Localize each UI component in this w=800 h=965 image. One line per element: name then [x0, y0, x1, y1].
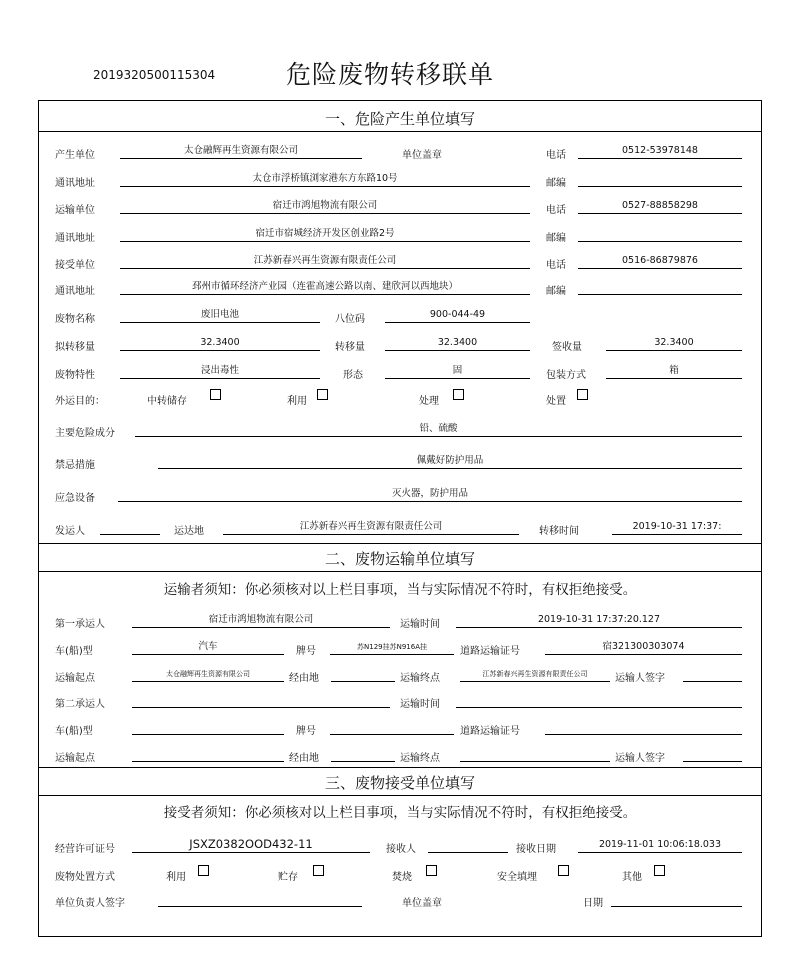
emergency-field[interactable]: 灭火器，防护用品 — [118, 487, 742, 502]
receiver-phone-field[interactable]: 0516-86879876 — [578, 254, 742, 269]
transport-time-label: 运输时间 — [400, 619, 440, 630]
method-burn-checkbox[interactable] — [426, 865, 437, 876]
permit-label: 道路运输证号 — [460, 646, 520, 657]
transfer-qty-field[interactable]: 32.3400 — [385, 336, 530, 351]
plan-qty-field[interactable]: 32.3400 — [120, 336, 320, 351]
receiver-person-label: 接收人 — [386, 844, 416, 855]
phone-label: 电话 — [546, 260, 566, 271]
receiver-unit-field[interactable]: 江苏新春兴再生资源有限责任公司 — [120, 254, 530, 269]
vehicle-label: 车(船)型 — [55, 726, 93, 737]
transport-notice: 运输者须知：你必须核对以上栏目事项，当与实际情况不符时，有权拒绝接受。 — [163, 582, 637, 598]
permit-label: 道路运输证号 — [460, 726, 520, 737]
postcode-label: 邮编 — [546, 286, 566, 297]
received-qty-field[interactable]: 32.3400 — [606, 336, 742, 351]
producer-postcode-field[interactable] — [578, 172, 742, 187]
pack-field[interactable]: 箱 — [606, 364, 742, 379]
carrier1-field[interactable]: 宿迁市鸿旭物流有限公司 — [132, 613, 390, 628]
divider — [38, 795, 762, 796]
received-qty-label: 签收量 — [552, 342, 582, 353]
code-field[interactable]: 900-044-49 — [385, 308, 530, 323]
transport-unit-field[interactable]: 宿迁市鸿旭物流有限公司 — [120, 199, 530, 214]
divider — [38, 571, 762, 572]
emergency-label: 应急设备 — [55, 493, 95, 504]
seal-label: 单位盖章 — [402, 150, 442, 161]
method-option-label: 利用 — [166, 872, 186, 883]
vehicle2-field[interactable] — [132, 720, 284, 735]
plate-label: 牌号 — [296, 726, 316, 737]
section3-heading: 三、废物接受单位填写 — [324, 774, 475, 792]
method-option-label: 其他 — [622, 872, 642, 883]
receiver-address-field[interactable]: 邳州市循环经济产业园（连霍高速公路以南、建欣河以西地块） — [120, 280, 530, 295]
plate2-field[interactable] — [330, 720, 454, 735]
main-component-label: 主要危险成分 — [55, 428, 115, 439]
end-label: 运输终点 — [400, 753, 440, 764]
vehicle1-field[interactable]: 汽车 — [132, 640, 284, 655]
receiver-postcode-field[interactable] — [578, 280, 742, 295]
main-component-field[interactable]: 铅、硫酸 — [135, 422, 742, 437]
shipper-field[interactable] — [100, 520, 160, 535]
transport-time-label: 运输时间 — [400, 699, 440, 710]
destination-field[interactable]: 江苏新春兴再生资源有限责任公司 — [223, 520, 519, 535]
document-number: 2019320500115304 — [93, 68, 216, 82]
responsible-sign-field[interactable] — [158, 892, 362, 907]
transport-address-label: 通讯地址 — [55, 233, 95, 244]
vehicle-label: 车(船)型 — [55, 646, 93, 657]
purpose-use-checkbox[interactable] — [317, 389, 328, 400]
method-option-label: 安全填埋 — [497, 872, 537, 883]
waste-name-label: 废物名称 — [55, 314, 95, 325]
start2-field[interactable] — [132, 747, 284, 762]
via-label: 经由地 — [289, 673, 319, 684]
date-field[interactable] — [611, 892, 742, 907]
start1-field[interactable]: 太仓融辉再生资源有限公司 — [132, 667, 284, 682]
purpose-option-label: 处置 — [546, 396, 566, 407]
producer-address-label: 通讯地址 — [55, 178, 95, 189]
transport-time1-field[interactable]: 2019-10-31 17:37:20.127 — [456, 613, 742, 628]
producer-field[interactable]: 太仓融辉再生资源有限公司 — [120, 144, 362, 159]
start-label: 运输起点 — [55, 673, 95, 684]
property-field[interactable]: 浸出毒性 — [120, 364, 320, 379]
producer-label: 产生单位 — [55, 150, 95, 161]
phone-label: 电话 — [546, 205, 566, 216]
method-other-checkbox[interactable] — [654, 865, 665, 876]
method-label: 废物处置方式 — [55, 872, 115, 883]
via1-field[interactable] — [331, 667, 395, 682]
taboo-label: 禁忌措施 — [55, 460, 95, 471]
purpose-treat-checkbox[interactable] — [453, 389, 464, 400]
divider — [38, 767, 762, 768]
transport-postcode-field[interactable] — [578, 227, 742, 242]
purpose-option-label: 利用 — [287, 396, 307, 407]
property-label: 废物特性 — [55, 370, 95, 381]
receive-date-field[interactable]: 2019-11-01 10:06:18.033 — [578, 838, 742, 853]
producer-phone-field[interactable]: 0512-53978148 — [578, 144, 742, 159]
date-label: 日期 — [583, 898, 603, 909]
end-label: 运输终点 — [400, 673, 440, 684]
section1-heading: 一、危险产生单位填写 — [324, 110, 475, 128]
via-label: 经由地 — [289, 753, 319, 764]
sign1-field[interactable] — [683, 667, 742, 682]
plate-label: 牌号 — [296, 646, 316, 657]
responsible-label: 单位负责人签字 — [55, 898, 125, 909]
purpose-storage-checkbox[interactable] — [210, 389, 221, 400]
taboo-field[interactable]: 佩戴好防护用品 — [158, 454, 742, 469]
carrier2-field[interactable] — [132, 693, 390, 708]
divider — [38, 543, 762, 544]
shipper-label: 发运人 — [55, 526, 85, 537]
sign-label: 运输人签字 — [615, 673, 665, 684]
waste-name-field[interactable]: 废旧电池 — [120, 308, 320, 323]
seal-label: 单位盖章 — [402, 898, 442, 909]
form-field[interactable]: 固 — [385, 364, 530, 379]
destination-label: 运达地 — [174, 526, 204, 537]
postcode-label: 邮编 — [546, 178, 566, 189]
license-label: 经营许可证号 — [55, 844, 115, 855]
method-landfill-checkbox[interactable] — [558, 865, 569, 876]
license-field[interactable]: JSXZ0382OOD432-11 — [132, 836, 370, 853]
divider — [38, 131, 762, 132]
carrier2-label: 第二承运人 — [55, 699, 105, 710]
receiver-notice: 接受者须知：你必须核对以上栏目事项，当与实际情况不符时，有权拒绝接受。 — [163, 805, 637, 821]
permit1-field[interactable]: 宿321300303074 — [545, 640, 742, 655]
transfer-time-field[interactable]: 2019-10-31 17:37: — [612, 520, 742, 535]
transport-unit-label: 运输单位 — [55, 205, 95, 216]
plate1-field[interactable]: 苏N129挂苏N916A挂 — [330, 640, 454, 655]
transport-time2-field[interactable] — [456, 693, 742, 708]
purpose-option-label: 中转储存 — [147, 396, 187, 407]
method-store-checkbox[interactable] — [313, 865, 324, 876]
pack-label: 包装方式 — [546, 370, 586, 381]
receiver-address-label: 通讯地址 — [55, 286, 95, 297]
transport-phone-field[interactable]: 0527-88858298 — [578, 199, 742, 214]
code-label: 八位码 — [335, 314, 365, 325]
carrier1-label: 第一承运人 — [55, 619, 105, 630]
end1-field[interactable]: 江苏新春兴再生资源有限责任公司 — [460, 667, 610, 682]
producer-address-field[interactable]: 太仓市浮桥镇浏家港东方东路10号 — [120, 172, 530, 187]
purpose-label: 外运目的： — [55, 396, 105, 407]
purpose-option-label: 处理 — [419, 396, 439, 407]
transfer-time-label: 转移时间 — [539, 526, 579, 537]
via2-field[interactable] — [331, 747, 395, 762]
form-title: 危险废物转移联单 — [286, 60, 495, 89]
start-label: 运输起点 — [55, 753, 95, 764]
method-option-label: 焚烧 — [392, 872, 412, 883]
form-label: 形态 — [343, 370, 363, 381]
receiver-person-field[interactable] — [428, 838, 508, 853]
permit2-field[interactable] — [545, 720, 742, 735]
section2-heading: 二、废物运输单位填写 — [324, 550, 475, 568]
method-use-checkbox[interactable] — [198, 865, 209, 876]
receiver-unit-label: 接受单位 — [55, 260, 95, 271]
receive-date-label: 接收日期 — [516, 844, 556, 855]
postcode-label: 邮编 — [546, 233, 566, 244]
method-option-label: 贮存 — [278, 872, 298, 883]
transport-address-field[interactable]: 宿迁市宿城经济开发区创业路2号 — [120, 227, 530, 242]
transfer-qty-label: 转移量 — [335, 342, 365, 353]
sign-label: 运输人签字 — [615, 753, 665, 764]
sign2-field[interactable] — [683, 747, 742, 762]
purpose-dispose-checkbox[interactable] — [577, 389, 588, 400]
plan-qty-label: 拟转移量 — [55, 342, 95, 353]
phone-label: 电话 — [546, 150, 566, 161]
end2-field[interactable] — [460, 747, 610, 762]
